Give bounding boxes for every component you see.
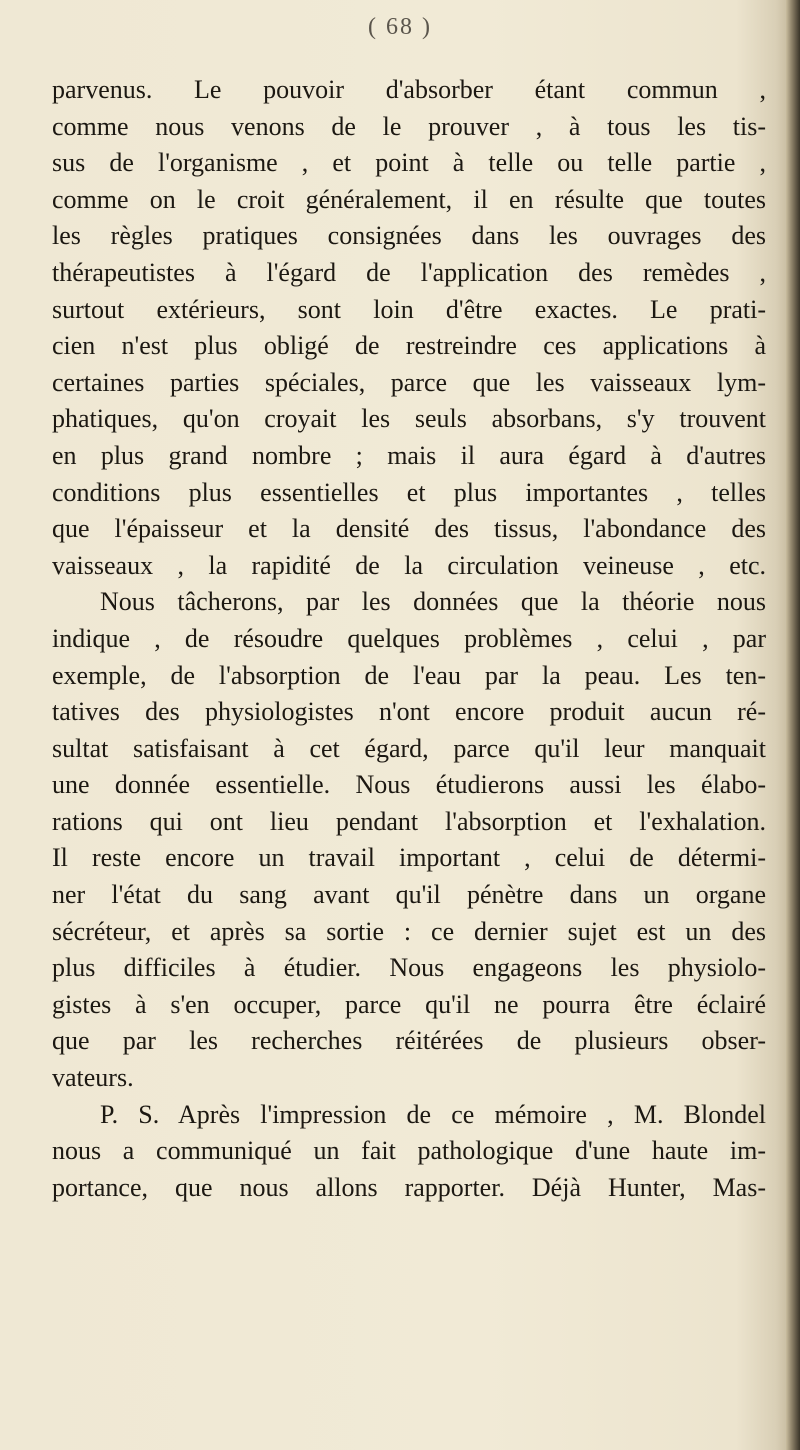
text-line: rations qui ont lieu pendant l'absorption et l'exhalation. (52, 806, 766, 836)
text-line: que l'épaisseur et la densité des tissus, l'abondance des (52, 514, 766, 544)
text-line: plus difficiles à étudier. Nous engageons les physiolo- (52, 953, 766, 983)
body-text (52, 72, 766, 1206)
text-line: parvenus. Le pouvoir d'absorber étant commun , (52, 75, 766, 104)
text-line: certaines parties spéciales, parce que les vaisseaux lym- (52, 367, 766, 397)
text-line: sécréteur, et après sa sortie : ce dernier sujet est un des (52, 916, 766, 946)
text-line: vaisseaux , la rapidité de la circulation veineuse , etc. (52, 550, 766, 580)
text-line: tatives des physiologistes n'ont encore produit aucun ré- (52, 697, 766, 727)
text-line: sultat satisfaisant à cet égard, parce qu'il leur manquait (52, 733, 766, 763)
text-line: gistes à s'en occuper, parce qu'il ne pourra être éclairé (52, 989, 766, 1019)
text-line: surtout extérieurs, sont loin d'être exactes. Le prati- (52, 294, 766, 324)
text-line: thérapeutistes à l'égard de l'application des remèdes , (52, 257, 766, 287)
text-line: phatiques, qu'on croyait les seuls absorbans, s'y trouvent (52, 404, 766, 434)
text-line: une donnée essentielle. Nous étudierons aussi les élabo- (52, 770, 766, 800)
text-line: exemple, de l'absorption de l'eau par la peau. Les ten- (52, 660, 766, 690)
text-line: indique , de résoudre quelques problèmes , celui , par (52, 623, 766, 653)
text-line: comme on le croit généralement, il en résulte que toutes (52, 184, 766, 214)
text-line: Nous tâcherons, par les données que la théorie nous (100, 587, 766, 617)
text-line: vateurs. (52, 1063, 134, 1093)
text-line: sus de l'organisme , et point à telle ou telle partie , (52, 148, 766, 178)
text-line: Il reste encore un travail important , celui de détermi- (52, 843, 766, 873)
text-line: ner l'état du sang avant qu'il pénètre dans un organe (52, 880, 766, 910)
page-binding-edge (786, 0, 800, 1450)
text-line: nous a communiqué un fait pathologique d'une haute im- (52, 1136, 766, 1166)
text-line: comme nous venons de le prouver , à tous les tis- (52, 111, 766, 141)
text-line: en plus grand nombre ; mais il aura égard à d'autres (52, 440, 766, 470)
text-line: que par les recherches réitérées de plusieurs obser- (52, 1026, 766, 1056)
page-number: ( 68 ) (368, 14, 432, 40)
text-line: conditions plus essentielles et plus importantes , telles (52, 477, 766, 507)
text-line: portance, que nous allons rapporter. Déjà Hunter, Mas- (52, 1172, 766, 1202)
text-line: P. S. Après l'impression de ce mémoire , M. Blondel (100, 1099, 766, 1129)
text-line: cien n'est plus obligé de restreindre ces applications à (52, 331, 766, 361)
text-line: les règles pratiques consignées dans les ouvrages des (52, 221, 766, 251)
